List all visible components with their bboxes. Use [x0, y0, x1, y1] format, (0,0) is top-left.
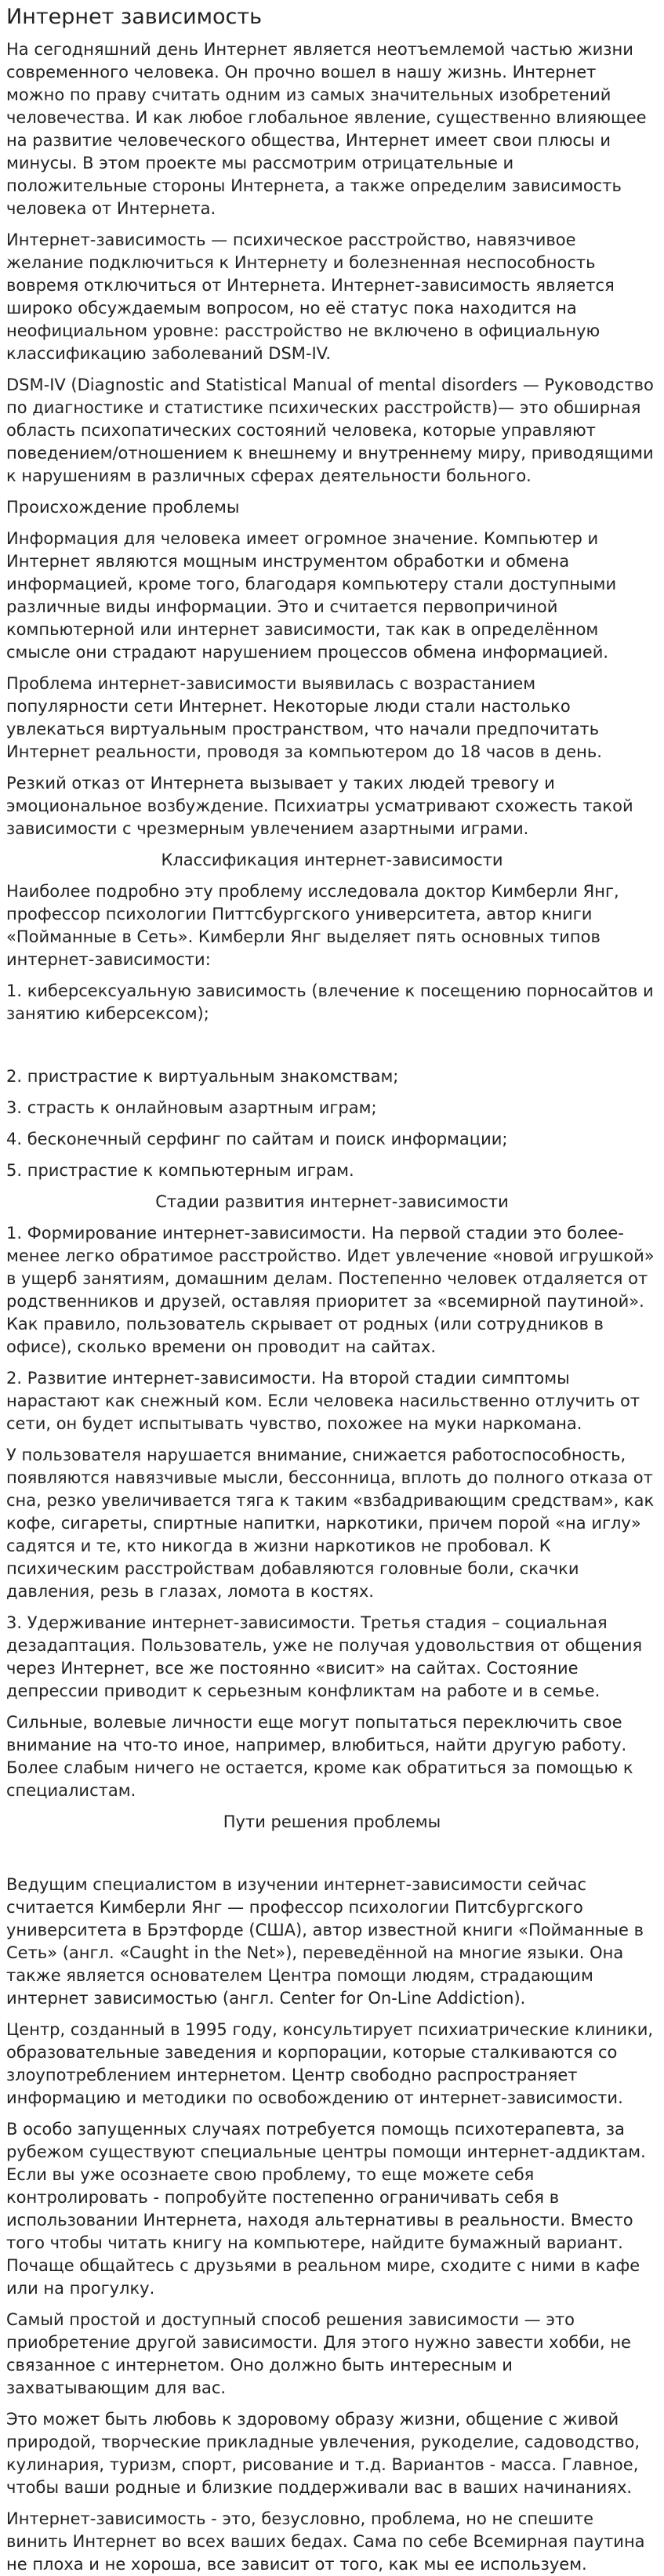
- section-heading-stages: Стадии развития интернет-зависимости: [155, 1192, 509, 1211]
- origin-paragraph: Резкий отказ от Интернета вызывает у таких людей тревогу и эмоциональное возбуждение. Психиатры усматривают схожесть такой зависимости с чрезмерным увлечением азартными играми.: [6, 774, 633, 838]
- stages-paragraph: 3. Удерживание интернет-зависимости. Третья стадия – социальная дезадаптация. Пользователь, уже не получая удовольствия от общения через Интернет, все же постоянно «висит» на сайтах. Состояние депрессии приводит к серьезным конфликтам на работе и в семье.: [6, 1613, 643, 1700]
- classification-item: 3. страсть к онлайновым азартным играм;: [6, 1098, 377, 1117]
- section-heading-solutions: Пути решения проблемы: [223, 1812, 441, 1831]
- stages-paragraph: У пользователя нарушается внимание, снижается работоспособность, появляются навязчивые мысли, бессонница, вплоть до полного отказа от сна, резко увеличивается тяга к таким «взбадривающим средствам», как кофе, сигареты, спиртные напитки, наркотики, причем порой «на иглу» садятся и те, кто никогда в жизни наркотиков не пробовал. К психическим расстройствам добавляются головные боли, скачки давления, резь в глазах, ломота в костях.: [6, 1446, 655, 1601]
- solutions-paragraph: В особо запущенных случаях потребуется помощь психотерапевта, за рубежом существуют специальные центры помощи интернет-аддиктам. Если вы уже осознаете свою проблему, то еще можете себя контролировать - попробуйте постепенно ограничивать себя в использовании Интернета, находя альтернативы в реальности. Вместо того чтобы читать книгу на компьютере, найдите бумажный вариант. Почаще общайтесь с друзьями в реальном мире, сходите с ними в кафе или на прогулку.: [6, 2120, 646, 2298]
- classification-intro: Наиболее подробно эту проблему исследовала доктор Кимберли Янг, профессор психологии Питтсбургского университета, автор книги «Пойманные в Сеть». Кимберли Янг выделяет пять основных типов интернет-зависимости:: [6, 882, 619, 969]
- origin-paragraph: Информация для человека имеет огромное значение. Компьютер и Интернет являются мощным инструментом обработки и обмена информацией, кроме того, благодаря компьютеру стали доступными различные виды информации. Это и считается первопричиной компьютерной или интернет зависимости, так как в определённом смысле они страдают нарушением процессов обмена информацией.: [6, 529, 617, 662]
- intro-paragraph: На сегодняшний день Интернет является неотъемлемой частью жизни современного человека. Он прочно вошел в нашу жизнь. Интернет можно по праву считать одним из самых значительных изобретений человечества. И как любое глобальное явление, существенно влияющее на развитие человеческого общества, Интернет имеет свои плюсы и минусы. В этом проекте мы рассмотрим отрицательные и положительные стороны Интернета, а также определим зависимость человека от Интернета.: [6, 40, 647, 218]
- solutions-paragraph: Это может быть любовь к здоровому образу жизни, общение с живой природой, творческие прикладные увлечения, рукоделие, садоводство, кулинария, туризм, спорт, рисование и т.д. Вариантов - масса. Главное, чтобы ваши родные и близкие поддерживали вас в ваших начинаниях.: [6, 2410, 640, 2497]
- article: [0, 2, 664, 2576]
- page-title: Интернет зависимость: [6, 5, 263, 29]
- intro-paragraph: DSM-IV (Diagnostic and Statistical Manual of mental disorders — Руководство по диагностике и статистике психических расстройств)— это обширная область психопатических состояний человека, которые управляют поведением/отношением к внешнему и внутреннему миру, приводящими к нарушениям в различных сферах деятельности больного.: [6, 376, 654, 485]
- intro-paragraph: Интернет-зависимость — психическое расстройство, навязчивое желание подключиться к Интернету и болезненная неспособность вовремя отключиться от Интернета. Интернет-зависимость является широко обсуждаемым вопросом, но её статус пока находится на неофициальном уровне: расстройство не включено в официальную классификацию заболеваний DSM-IV.: [6, 230, 615, 363]
- classification-item: 4. бесконечный серфинг по сайтам и поиск информации;: [6, 1130, 508, 1148]
- stages-paragraph: Сильные, волевые личности еще могут попытаться переключить свое внимание на что-то иное, например, влюбиться, найти другую работу. Более слабым ничего не остается, кроме как обратиться за помощью к специалистам.: [6, 1713, 633, 1800]
- classification-item: 5. пристрастие к компьютерным играм.: [6, 1161, 354, 1180]
- solutions-paragraph: Самый простой и доступный способ решения зависимости — это приобретение другой зависимости. Для этого нужно завести хобби, не связанное с интернетом. Оно должно быть интересным и захватывающим для вас.: [6, 2310, 631, 2397]
- solutions-paragraph: Центр, созданный в 1995 году, консультирует психиатрические клиники, образовательные заведения и корпорации, которые сталкиваются со злоупотреблением интернетом. Центр свободно распространяет информацию и методики по освобождению от интернет-зависимости.: [6, 2020, 654, 2107]
- section-heading-origin: Происхождение проблемы: [6, 498, 240, 517]
- solutions-paragraph: Ведущим специалистом в изучении интернет-зависимости сейчас считается Кимберли Янг — профессор психологии Питсбургского университета в Брэтфорде (США), автор известной книги «Пойманные в Сеть» (англ. «Caught in the Net»), переведённой на многие языки. Она также является основателем Центра помощи людям, страдающим интернет зависимостью (англ. Center for On-Line Addiction).: [6, 1875, 644, 2008]
- solutions-paragraph: Интернет-зависимость - это, безусловно, проблема, но не спешите винить Интернет во всех ваших бедах. Сама по себе Всемирная паутина не плоха и не хороша, все зависит от того, как мы ее используем.: [6, 2509, 645, 2574]
- blank-line: [6, 1034, 658, 1065]
- blank-line: [6, 1842, 658, 1874]
- origin-paragraph: Проблема интернет-зависимости выявилась с возрастанием популярности сети Интернет. Некоторые люди стали настолько увлекаться виртуальным пространством, что начали предпочитать Интернет реальности, проводя за компьютером до 18 часов в день.: [6, 674, 602, 761]
- classification-item: 1. киберсексуальную зависимость (влечение к посещению порносайтов и занятию киберсексом);: [6, 981, 654, 1023]
- classification-item: 2. пристрастие к виртуальным знакомствам;: [6, 1067, 399, 1086]
- stages-paragraph: 1. Формирование интернет-зависимости. На первой стадии это более-менее легко обратимое расстройство. Идет увлечение «новой игрушкой» в ущерб занятиям, домашним делам. Постепенно человек отдаляется от родственников и друзей, оставляя приоритет за «всемирной паутиной». Как правило, пользователь скрывает от родных (или сотрудников в офисе), сколько времени он проводит на сайтах.: [6, 1224, 655, 1356]
- section-heading-classification: Классификация интернет-зависимости: [161, 851, 503, 869]
- stages-paragraph: 2. Развитие интернет-зависимости. На второй стадии симптомы нарастают как снежный ком. Если человека насильственно отлучить от сети, он будет испытывать чувство, похожее на муки наркомана.: [6, 1369, 640, 1433]
